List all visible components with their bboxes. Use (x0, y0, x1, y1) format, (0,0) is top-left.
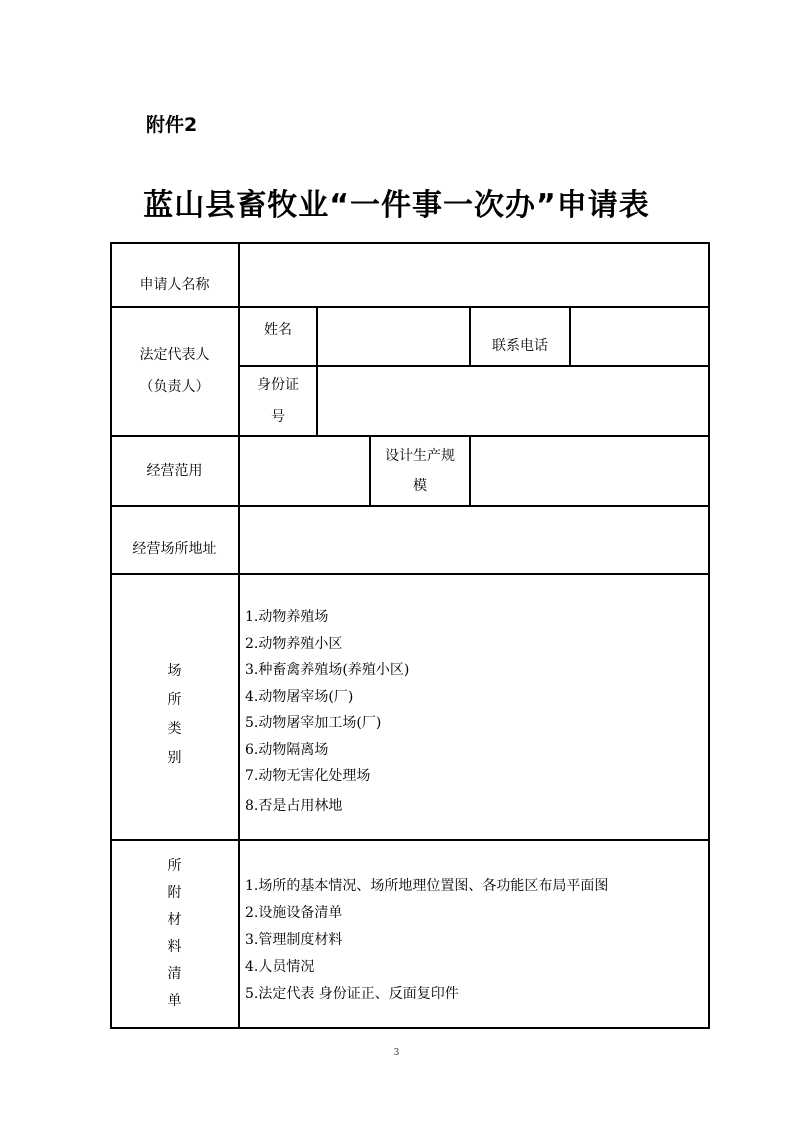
id-number-field[interactable] (318, 367, 708, 435)
id-number-label (240, 367, 316, 435)
business-scope-field[interactable] (240, 436, 369, 505)
site-type-option[interactable]: 4.动物屠宰场(厂) (245, 688, 354, 705)
site-type-option[interactable]: 6.动物隔离场 (245, 741, 329, 758)
address-label (111, 506, 238, 573)
applicant-name-field[interactable] (240, 243, 708, 306)
legal-rep-label (111, 307, 238, 435)
materials-label (111, 840, 238, 1027)
site-type-label-char: 场 (167, 662, 182, 679)
phone-label (471, 307, 569, 365)
site-type-option[interactable]: 5.动物屠宰加工场(厂) (245, 715, 382, 731)
id-label-line2: 号 (271, 409, 285, 425)
materials-item: 4.人员情况 (245, 959, 315, 975)
materials-label-char: 料 (167, 938, 182, 955)
address-label-text: 经营场所地址 (132, 540, 217, 557)
applicant-name-label (111, 243, 238, 306)
business-scope-label (111, 436, 238, 505)
site-type-label-char: 所 (167, 691, 182, 708)
site-type-option[interactable]: 8.否是占用林地 (245, 797, 343, 814)
name-label-text: 姓名 (264, 322, 292, 338)
design-scale-label-line2: 模 (413, 477, 427, 494)
materials-label-char: 清 (167, 965, 182, 982)
site-type-label (111, 574, 238, 839)
site-type-option[interactable]: 7.动物无害化处理场 (245, 768, 371, 784)
materials-item: 2.设施设备清单 (245, 905, 343, 921)
attachment-label: 附件2 (146, 114, 198, 136)
materials-item: 5.法定代表 身份证正、反面复印件 (245, 986, 459, 1002)
materials-label-char: 材 (167, 911, 182, 928)
materials-label-char: 单 (167, 992, 182, 1009)
legal-rep-label-line1: 法定代表人 (139, 347, 210, 363)
phone-field[interactable] (571, 307, 708, 365)
materials-list (245, 873, 608, 1008)
design-scale-field[interactable] (471, 436, 708, 505)
site-type-option[interactable]: 2.动物养殖小区 (245, 635, 343, 652)
table-border-right (708, 242, 710, 1029)
table-border-bottom (110, 1027, 710, 1029)
materials-label-char: 所 (167, 857, 182, 874)
name-field[interactable] (318, 307, 469, 365)
site-type-option[interactable]: 3.种畜禽养殖场(养殖小区) (245, 662, 410, 678)
site-type-list (245, 604, 409, 819)
phone-label-text: 联系电话 (492, 338, 548, 354)
address-field[interactable] (240, 506, 708, 573)
page-number: 3 (393, 1048, 400, 1058)
site-type-option[interactable]: 1.动物养殖场 (245, 609, 329, 625)
design-scale-label (371, 436, 469, 505)
applicant-name-label-text: 申请人名称 (139, 276, 210, 293)
materials-item: 3.管理制度材料 (245, 932, 343, 948)
site-type-label-char: 类 (167, 720, 182, 737)
site-type-label-char: 别 (167, 749, 182, 766)
materials-label-char: 附 (167, 884, 182, 901)
design-scale-label-line1: 设计生产规 (385, 447, 455, 464)
name-label (240, 307, 316, 365)
business-scope-label-text: 经营范用 (146, 462, 203, 479)
form-title: 蓝山县畜牧业“一件事一次办”申请表 (143, 188, 650, 223)
materials-item: 1.场所的基本情况、场所地理位置图、各功能区布局平面图 (245, 878, 609, 894)
legal-rep-label-line2: （负责人） (139, 379, 210, 395)
id-label-line1: 身份证 (257, 377, 299, 393)
